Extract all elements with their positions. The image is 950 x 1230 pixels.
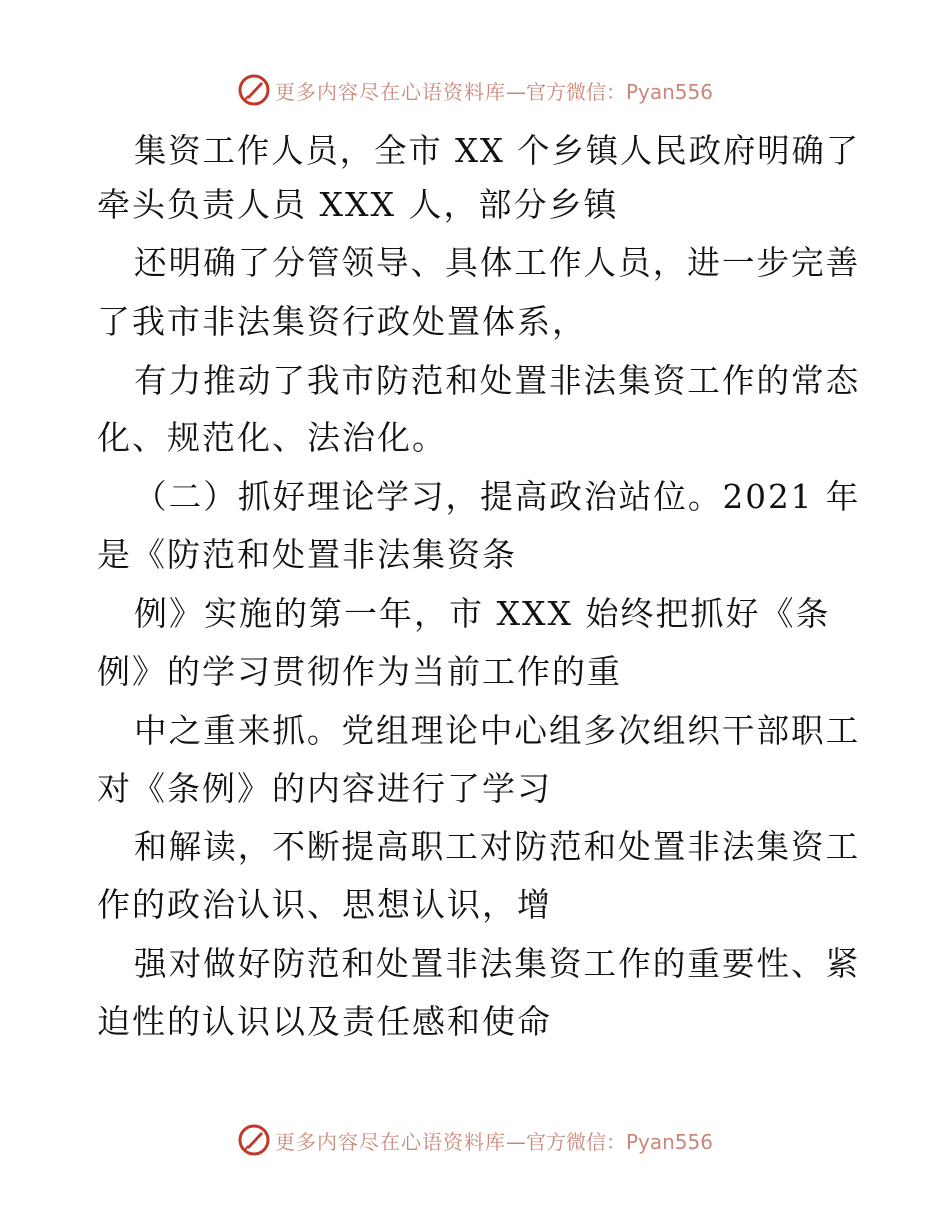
footer-contact: —官方微信：Pyan556 xyxy=(505,1129,713,1154)
body-line: 例》实施的第一年，市 XXX 始终把抓好《条 xyxy=(134,594,831,633)
body-line: 作的政治认识、思想认识，增 xyxy=(97,885,552,924)
body-line: 牵头负责人员 XXX 人，部分乡镇 xyxy=(97,185,619,224)
footer-watermark xyxy=(0,1120,950,1160)
body-line: 和解读，不断提高职工对防范和处置非法集资工 xyxy=(134,827,861,866)
body-line: 集资工作人员，全市 XX 个乡镇人民政府明确了 xyxy=(134,131,861,170)
body-line: 是《防范和处置非法集资条 xyxy=(97,535,517,574)
body-line: 中之重来抓。党组理论中心组多次组织干部职工 xyxy=(134,711,861,750)
body-line: 化、规范化、法治化。 xyxy=(97,418,447,457)
body-line: 有力推动了我市防范和处置非法集资工作的常态 xyxy=(134,361,861,400)
footer-slogan: 更多内容尽在心语资料库 xyxy=(274,1129,506,1154)
body-line: 例》的学习贯彻作为当前工作的重 xyxy=(97,652,622,691)
body-line: 强对做好防范和处置非法集资工作的重要性、紧 xyxy=(134,944,861,983)
body-line: 对《条例》的内容进行了学习 xyxy=(97,769,552,808)
header-contact: —官方微信：Pyan556 xyxy=(505,79,713,104)
body-line: （二）抓好理论学习，提高政治站位。2021 年 xyxy=(134,477,861,516)
header-watermark xyxy=(0,70,950,110)
quill-logo-icon xyxy=(237,73,271,107)
body-line: 还明确了分管领导、具体工作人员，进一步完善 xyxy=(134,243,861,282)
body-line: 了我市非法集资行政处置体系， xyxy=(97,302,587,341)
quill-logo-icon xyxy=(237,1123,271,1157)
body-line: 迫性的认识以及责任感和使命 xyxy=(97,1002,552,1041)
header-slogan: 更多内容尽在心语资料库 xyxy=(274,79,506,104)
